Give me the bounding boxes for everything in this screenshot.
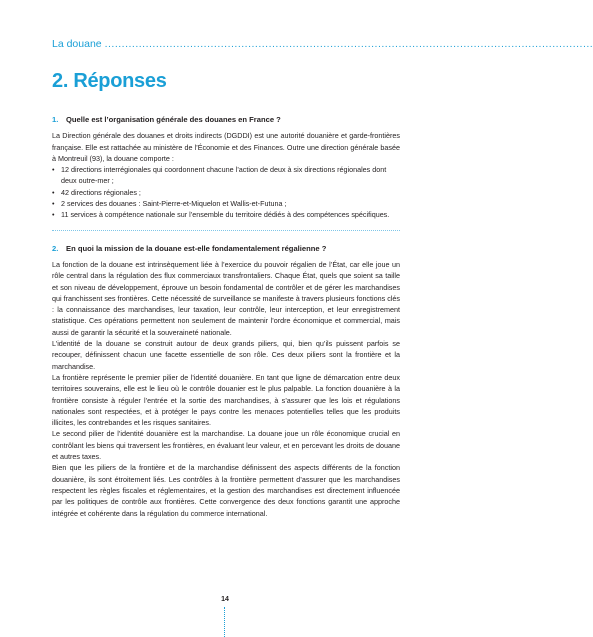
list-item: • 11 services à compétence nationale sur l’ensemble du territoire dédiés à des compétences spécifiques. <box>52 209 400 220</box>
question-2-heading <box>52 243 400 254</box>
list-item: • 2 services des douanes : Saint-Pierre-et-Miquelon et Wallis-et-Futuna ; <box>52 198 400 209</box>
running-header-title: La douane <box>52 38 102 50</box>
dotted-leader: ............................................................................................................................................... <box>104 38 593 50</box>
question-1-number: 1. <box>52 115 59 124</box>
running-header <box>52 38 593 50</box>
list-item: • 42 directions régionales ; <box>52 187 400 198</box>
page-content <box>52 114 400 519</box>
question-1-text: Quelle est l’organisation générale des douanes en France ? <box>66 115 281 124</box>
answer-paragraph: L’identité de la douane se construit autour de deux grands piliers, qui, bien qu’ils puissent parfois se recouper, définissent chacun une facette essentielle de son rôle. Ces deux piliers sont la frontière et la marchandise. <box>52 339 400 371</box>
question-1-heading <box>52 114 400 125</box>
page-number: 14 <box>221 596 229 603</box>
answer-paragraph: Le second pilier de l’identité douanière est la marchandise. La douane joue un rôle économique crucial en contrôlant les biens qui traversent les frontières, en évaluant leur valeur, et en percevant les droits de douane et autres taxes. <box>52 429 400 462</box>
list-item: • 12 directions interrégionales qui coordonnent chacune l’action de deux à six directions régionales dont deux outre-mer ; <box>52 164 400 187</box>
answer-paragraph: La frontière représente le premier pilier de l’identité douanière. En tant que ligne de démarcation entre deux territoires souverains, elle est le lieu où le contrôle douanier est le plus palpable. La fonction douanière à la frontière consiste à réguler l’entrée et la sortie des marchandises, à s’assurer que les lois et régulations nationales sont respectées, et à protéger le pays contre les menaces potentielles telles que les produits illicites, les contrebandes et les risques sanitaires. <box>52 372 400 428</box>
answer-paragraph: La fonction de la douane est intrinsèquement liée à l’exercice du pouvoir régalien de l’État, car elle joue un rôle central dans la régulation des flux commerciaux transfrontaliers. Chaque État, quels que soient sa taille et son niveau de développement, éprouve un besoin fondamental de contrôler et de gérer les marchandises qui franchissent ses frontières. Cette nécessité de surveillance se manifeste à travers plusieurs fonctions clés : la connaissance des marchandises, leur taxation, leur contrôle, leur interception, et leur enregistrement statistique. Ces opérations permettent non seulement de maintenir l’ordre économique et commercial, mais aussi de garantir la sécurité et la souveraineté nationale. <box>52 259 400 337</box>
section-divider <box>52 230 400 231</box>
section-title: 2. Réponses <box>52 70 167 92</box>
page-number-rule <box>224 607 225 637</box>
question-1-intro: La Direction générale des douanes et droits indirects (DGDDI) est une autorité douanière et garde-frontières française. Elle est rattachée au ministère de l’Économie et des Finances. Outre une direction générale basée à Montreuil (93), la douane comporte : <box>52 131 400 163</box>
question-2-text: En quoi la mission de la douane est-elle fondamentalement régalienne ? <box>66 243 327 253</box>
question-1-list <box>52 164 400 220</box>
answer-paragraph: Bien que les piliers de la frontière et de la marchandise définissent des aspects différents de la fonction douanière, ils sont étroitement liés. Les contrôles à la frontière permettent d’assurer que les marchandises respectent les règles fiscales et réglementaires, et la gestion des marchandises est directement influencée par les politiques de contrôle aux frontières. Cette convergence des deux fonctions garantit une approche intégrée et cohérente dans la régulation du commerce international. <box>52 463 400 518</box>
question-2-number: 2. <box>52 243 59 253</box>
